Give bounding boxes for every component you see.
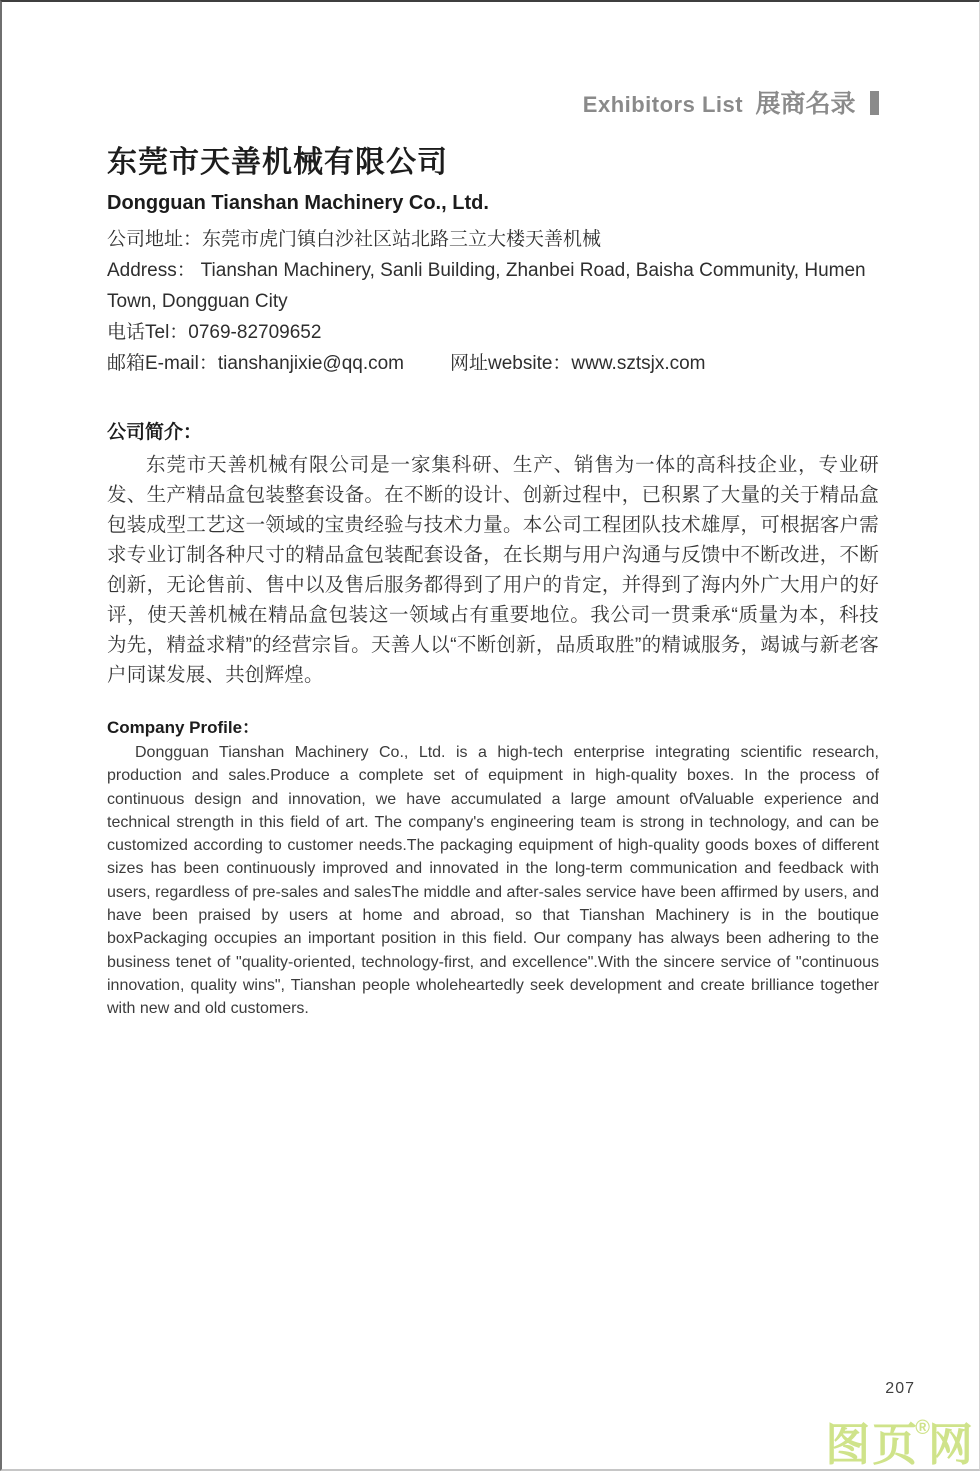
profile-en-heading: Company Profile： xyxy=(107,718,260,737)
header-title-zh: 展商名录 xyxy=(755,90,856,118)
profile-en-body: Dongguan Tianshan Machinery Co., Ltd. is a high-tech enterprise integrating scientific research, production and sales.Produce a complete set of equipment in high-quality boxes. In the process of continuous design and innovation, we have accumulated a large amount ofValuable experience and technical strength in this field of art. The company's engineering team is strong in technology, and can be customized according to customer needs.The packaging equipment of high-quality goods boxes of different sizes has been continuously improved and innovated in the long-term communication and feedback with users, regardless of pre-sales and salesThe middle and after-sales service have been affirmed by users, and have been praised by users at home and abroad, so that Tianshan Machinery is in the boutique boxPackaging occupies an important position in this field. Our company has always been adhering to the business tenet of "quality-oriented, technology-first, and excellence".With the sincere service of "continuous innovation, quality wins", Tianshan people wholeheartedly seek development and create brilliance together with new and old customers. xyxy=(107,744,879,1018)
company-name-zh: 东莞市天善机械有限公司 xyxy=(107,146,448,179)
company-contact-line xyxy=(107,348,879,379)
watermark-text-left: 图页 xyxy=(825,1419,920,1470)
page-header xyxy=(2,84,879,120)
page-number: 207 xyxy=(885,1380,915,1397)
company-website: 网址website：www.sztsjx.com xyxy=(450,353,706,374)
company-address-en: Address： Tianshan Machinery, Sanli Building, Zhanbei Road, Baisha Community, Humen Town, Dongguan City xyxy=(107,260,866,312)
company-address-zh: 公司地址：东莞市虎门镇白沙社区站北路三立大楼天善机械 xyxy=(107,229,602,250)
exhibitor-entry xyxy=(107,144,879,1037)
header-title-en: Exhibitors List xyxy=(582,92,744,117)
profile-zh-body: 东莞市天善机械有限公司是一家集科研、生产、销售为一体的高科技企业，专业研发、生产精品盒包装整套设备。在不断的设计、创新过程中，已积累了大量的关于精品盒包装成型工艺这一领域的宝贵经验与技术力量。本公司工程团队技术雄厚，可根据客户需求专业订制各种尺寸的精品盒包装配套设备，在长期与用户沟通与反馈中不断改进，不断创新，无论售前、售中以及售后服务都得到了用户的肯定，并得到了海内外广大用户的好评，使天善机械在精品盒包装这一领域占有重要地位。我公司一贯秉承“质量为本，科技为先，精益求精”的经营宗旨。天善人以“不断创新，品质取胜”的精诚服务，竭诚与新老客户同谋发展、共创辉煌。 xyxy=(107,454,879,686)
header-accent-bar-icon xyxy=(870,91,879,115)
company-email: 邮箱E-mail：tianshanjixie@qq.com xyxy=(107,353,404,374)
company-tel: 电话Tel：0769-82709652 xyxy=(107,322,322,343)
company-name-en: Dongguan Tianshan Machinery Co., Ltd. xyxy=(107,192,489,214)
profile-zh-heading: 公司简介： xyxy=(107,422,203,443)
registered-trademark-icon: ® xyxy=(915,1417,930,1439)
watermark-text-right: 网 xyxy=(927,1419,975,1470)
watermark-logo xyxy=(825,1417,975,1470)
